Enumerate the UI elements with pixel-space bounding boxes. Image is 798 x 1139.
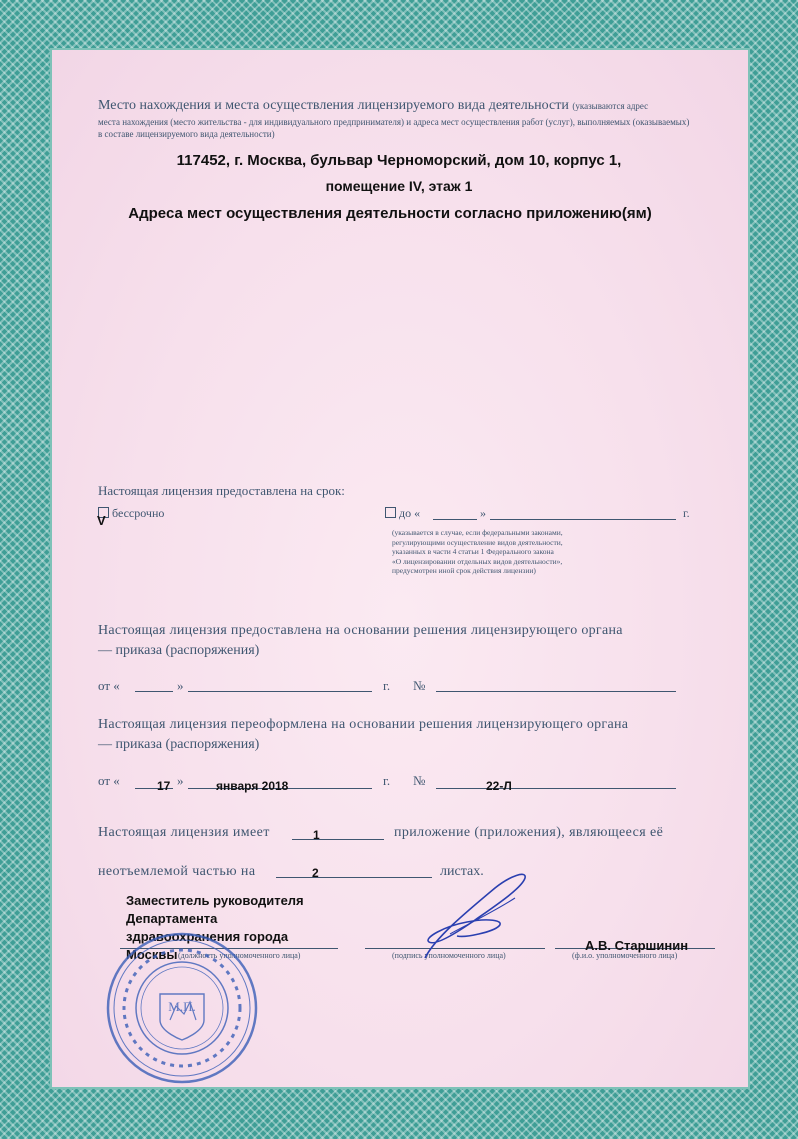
address-line-1: 117452, г. Москва, бульвар Черноморский, дом 10, корпус 1, [176, 152, 622, 169]
term-note-1: (указывается в случае, если федеральными законами, [392, 528, 563, 537]
handwritten-signature [395, 868, 545, 968]
reissued-line-2: — приказа (распоряжения) [98, 737, 260, 752]
granted-day-line [135, 691, 173, 692]
term-option-until [385, 506, 420, 521]
reissued-from-prefix: от « [98, 773, 120, 788]
granted-from-mid: » [177, 678, 184, 693]
caption-position: (должность уполномоченного лица) [178, 951, 301, 960]
term-note-3: указанных в части 4 статьи 1 Федерального закона [392, 547, 554, 556]
reissued-number-sign: № [413, 773, 426, 788]
until-mid: » [480, 506, 486, 520]
checkbox-until [385, 507, 396, 518]
appendix-line2-prefix: неотъемлемой частью на [98, 864, 256, 879]
address-line-2: помещение IV, этаж 1 [325, 178, 473, 194]
until-prefix: до « [399, 506, 421, 520]
granted-year-suffix: г. [383, 678, 391, 693]
granted-number-sign: № [413, 678, 426, 693]
granted-line-2: — приказа (распоряжения) [98, 643, 260, 658]
activity-addresses: Адреса мест осуществления деятельности согласно приложению(ям) [128, 205, 652, 222]
reissued-number-line [436, 788, 676, 789]
term-label: Настоящая лицензия предоставлена на срок: [98, 483, 345, 498]
location-heading: Место нахождения и места осуществления лицензируемого вида деятельности [98, 98, 569, 113]
position-line-4: Москвы [126, 947, 178, 962]
appendix-line2-suffix: листах. [440, 864, 484, 879]
reissued-line-1: Настоящая лицензия переоформлена на основании решения лицензирующего органа [98, 717, 629, 732]
term-note [392, 528, 563, 576]
granted-date-line [188, 691, 372, 692]
granted-line-1: Настоящая лицензия предоставлена на основании решения лицензирующего органа [98, 623, 623, 638]
appendix-count: 1 [313, 828, 320, 842]
position-line-3: здравоохранения города [126, 929, 289, 944]
caption-name: (ф.и.о. уполномоченного лица) [572, 951, 678, 960]
reissued-from-mid: » [177, 773, 184, 788]
appendix-count-line [292, 839, 384, 840]
reissued-year-suffix: г. [383, 773, 391, 788]
appendix-prefix: Настоящая лицензия имеет [98, 825, 270, 840]
location-note-line-3: в составе лицензируемого вида деятельности) [98, 129, 275, 139]
location-note-line-2: места нахождения (место жительства - для индивидуального предпринимателя) и адреса мест осуществления работ (услуг), выполняемых (оказываемых) [98, 117, 690, 127]
reissued-month-year: января 2018 [216, 779, 289, 793]
seal-mark: М.П. [168, 999, 196, 1014]
location-heading-note: (указываются адрес [572, 101, 649, 111]
appendix-sheets: 2 [312, 866, 319, 880]
until-day-line [433, 519, 477, 520]
until-year-suffix: г. [683, 506, 690, 520]
unlimited-label: бессрочно [112, 506, 165, 520]
caption-signature: (подпись уполномоченного лица) [392, 951, 506, 960]
granted-from-prefix: от « [98, 678, 120, 693]
official-seal [92, 928, 272, 1088]
unlimited-mark: V [97, 513, 106, 528]
granted-number-line [436, 691, 676, 692]
position-line-2: Департамента [126, 911, 218, 926]
term-note-2: регулирующими осуществление видов деятельности, [392, 537, 563, 547]
term-note-5: предусмотрен иной срок действия лицензии) [392, 566, 536, 575]
reissued-number: 22-Л [486, 779, 512, 793]
reissued-day: 17 [157, 779, 171, 793]
appendix-suffix: приложение (приложения), являющееся её [394, 825, 664, 840]
until-date-line [490, 519, 676, 520]
term-note-4: «О лицензировании отдельных видов деятельности», [392, 556, 563, 566]
term-option-unlimited [98, 506, 164, 521]
location-heading-line [98, 98, 718, 114]
position-line-1: Заместитель руководителя [126, 893, 304, 908]
signatory-name: А.В. Старшинин [585, 938, 689, 953]
